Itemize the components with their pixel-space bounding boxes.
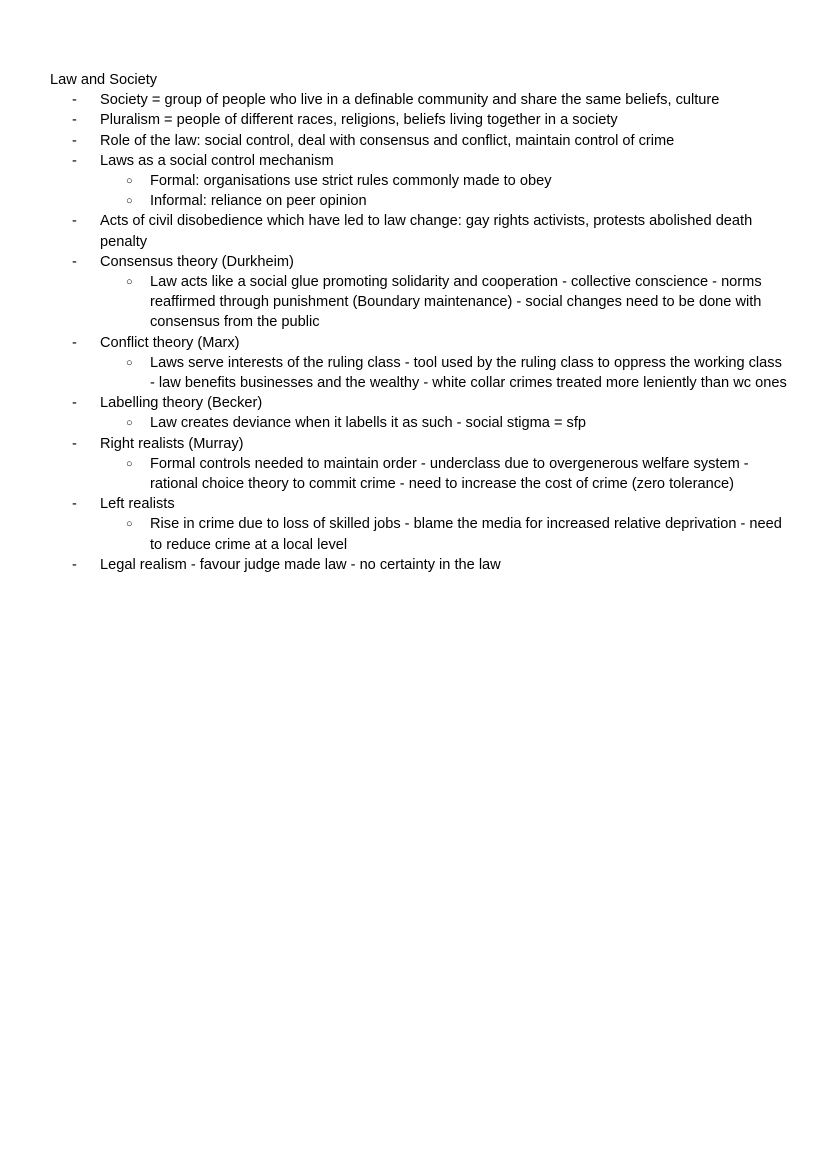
dash-bullet: -	[72, 132, 77, 149]
list-item-text: Laws as a social control mechanism	[100, 152, 334, 169]
sublist-item-text: Rise in crime due to loss of skilled jobs - blame the media for increased relative deprivation - need to reduce crime at a local level	[150, 516, 782, 553]
sublist-item-text: Laws serve interests of the ruling class - tool used by the ruling class to oppress the working class - law benefits businesses and the wealthy - white collar crimes treated more leniently than wc ones	[150, 354, 787, 392]
sublist-item-text: Formal controls needed to maintain order - underclass due to overgenerous welfare system - rational choice theory to commit crime - need to increase the cost of crime (zero tolerance)	[150, 455, 749, 493]
sublist	[100, 454, 790, 494]
sublist-container	[50, 413, 790, 433]
sublist	[100, 353, 790, 393]
sublist-item	[100, 514, 790, 554]
circle-bullet: ○	[126, 276, 133, 289]
list-item	[50, 393, 790, 413]
dash-bullet: -	[72, 334, 77, 351]
sublist-item	[100, 413, 790, 433]
dash-bullet: -	[72, 213, 77, 230]
dash-bullet: -	[72, 435, 77, 452]
sublist-item	[100, 272, 790, 333]
sublist	[100, 272, 790, 333]
sublist-item	[100, 353, 790, 393]
sublist-item	[100, 171, 790, 191]
circle-bullet: ○	[126, 356, 133, 369]
sublist-container	[50, 454, 790, 494]
sublist-item-text: Law creates deviance when it labells it as such - social stigma = sfp	[150, 415, 586, 432]
sublist-container	[50, 171, 790, 211]
circle-bullet: ○	[126, 518, 133, 531]
list-item	[50, 131, 790, 151]
sublist-container	[50, 272, 790, 333]
sublist-container	[50, 514, 790, 554]
sublist	[100, 514, 790, 554]
document-page	[50, 70, 790, 575]
dash-bullet: -	[72, 112, 77, 129]
dash-bullet: -	[72, 152, 77, 169]
sublist	[100, 413, 790, 433]
notes-outline	[50, 90, 790, 575]
list-item-text: Consensus theory (Durkheim)	[100, 253, 294, 270]
document-title: Law and Society	[50, 72, 158, 88]
sublist-item	[100, 191, 790, 211]
list-item	[50, 333, 790, 353]
list-item-text: Conflict theory (Marx)	[100, 334, 240, 351]
list-item-text: Acts of civil disobedience which have led to law change: gay rights activists, protests abolished death penalty	[100, 213, 753, 250]
list-item-text: Labelling theory (Becker)	[100, 395, 263, 412]
dash-bullet: -	[72, 496, 77, 513]
circle-bullet: ○	[126, 175, 133, 188]
dash-bullet: -	[72, 556, 77, 573]
list-item-text: Role of the law: social control, deal with consensus and conflict, maintain control of crime	[100, 132, 675, 149]
list-item	[50, 434, 790, 454]
list-item	[50, 110, 790, 130]
dash-bullet: -	[72, 92, 77, 109]
sublist-item-text: Law acts like a social glue promoting solidarity and cooperation - collective conscience - norms reaffirmed through punishment (Boundary maintenance) - social changes need to be done with consensus from the public	[150, 274, 762, 331]
dash-bullet: -	[72, 395, 77, 412]
list-item-text: Legal realism - favour judge made law - no certainty in the law	[100, 556, 501, 573]
circle-bullet: ○	[126, 195, 133, 208]
sublist-item	[100, 454, 790, 494]
list-item-text: Right realists (Murray)	[100, 435, 244, 452]
list-item	[50, 494, 790, 514]
circle-bullet: ○	[126, 417, 133, 430]
list-item-text: Society = group of people who live in a definable community and share the same beliefs, culture	[100, 92, 720, 109]
list-item	[50, 90, 790, 110]
list-item	[50, 151, 790, 171]
list-item	[50, 211, 790, 251]
sublist	[100, 171, 790, 211]
list-item	[50, 252, 790, 272]
dash-bullet: -	[72, 253, 77, 270]
circle-bullet: ○	[126, 457, 133, 470]
sublist-item-text: Formal: organisations use strict rules commonly made to obey	[150, 173, 552, 190]
sublist-item-text: Informal: reliance on peer opinion	[150, 193, 367, 210]
sublist-container	[50, 353, 790, 393]
list-item	[50, 555, 790, 575]
list-item-text: Pluralism = people of different races, religions, beliefs living together in a society	[100, 112, 618, 129]
list-item-text: Left realists	[100, 496, 175, 513]
